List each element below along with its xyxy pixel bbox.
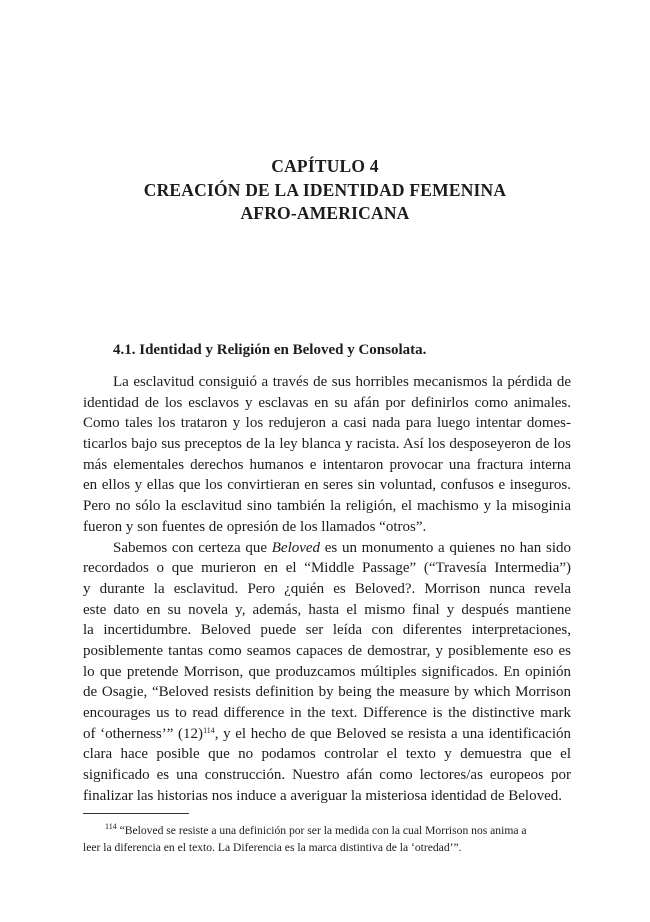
text-line: Pero no sólo la esclavitud sino también la religión, el machismo y la misoginia xyxy=(83,498,571,515)
text-line: ticarlos bajo sus preceptos de la ley blanca y racista. Así los desposeyeron de los xyxy=(83,436,571,453)
footnote-number: 114 xyxy=(105,822,117,831)
text-line xyxy=(83,538,571,559)
paragraph-2 xyxy=(83,538,571,807)
text-line: La esclavitud consiguió a través de sus horribles mecanismos la pérdida de xyxy=(113,374,571,390)
footnote-reference: 114 xyxy=(203,725,215,735)
chapter-title-line-2: AFRO-AMERICANA xyxy=(240,203,410,223)
section-heading: 4.1. Identidad y Religión en Beloved y Consolata. xyxy=(113,342,427,358)
text-line: la incertidumbre. Beloved puede ser leída con diferentes interpretaciones, xyxy=(83,622,571,639)
text-line: finalizar las historias nos induce a averiguar la misteriosa identidad de Beloved. xyxy=(83,787,563,804)
text-line: significado es una construcción. Nuestro afán como lectores/as europeos por xyxy=(83,767,571,784)
text-line: clara hace posible que no podamos controlar el texto y demuestra que el xyxy=(83,746,571,763)
text-line: este dato en su novela y, además, hasta el mismo final y después mantiene xyxy=(83,601,571,618)
text-line: más elementales derechos humanos e intentaron provocar una fractura interna xyxy=(83,456,571,473)
text-fragment: Sabemos con certeza que xyxy=(113,539,272,556)
chapter-heading xyxy=(0,155,650,226)
text-fragment: es un monumento a quienes no han sido xyxy=(320,539,571,556)
text-line: lo que pretende Morrison, que produzcamos múltiples significados. En opinión xyxy=(83,663,571,680)
footnote-line xyxy=(83,822,571,839)
footnote-line: leer la diferencia en el texto. La Diferencia es la marca distintiva de la ‘otredad’”. xyxy=(83,841,462,854)
text-line: en ellos y ellas que los convirtieran en seres sin voluntad, confusos e inseguros. xyxy=(83,477,571,494)
chapter-title-line-1: CREACIÓN DE LA IDENTIDAD FEMENINA xyxy=(143,179,507,200)
text-line: identidad de los esclavos y esclavas en su afán por definirlos como animales. xyxy=(83,394,571,411)
book-title: Beloved xyxy=(271,539,321,556)
paragraph-1 xyxy=(83,372,571,538)
footnote-divider xyxy=(83,813,189,814)
text-line: posiblemente tantas como seamos capaces de demostrar, y posiblemente eso es xyxy=(83,642,571,659)
text-fragment: , y el hecho de que Beloved se resista a una identificación xyxy=(214,725,571,742)
text-line: de Osagie, “Beloved resists definition by being the measure by which Morrison xyxy=(83,684,571,701)
chapter-number: CAPÍTULO 4 xyxy=(271,156,379,176)
text-line: recordados o que murieron en el “Middle Passage” (“Travesía Intermedia”) xyxy=(83,560,571,577)
text-line: y durante la esclavitud. Pero ¿quién es Beloved?. Morrison nunca revela xyxy=(83,580,571,597)
text-line: fueron y son fuentes de opresión de los llamados “otros”. xyxy=(83,518,427,535)
text-line xyxy=(83,724,571,745)
footnote-text: “Beloved se resiste a una definición por ser la medida con la cual Morrison nos anima a xyxy=(116,824,527,837)
body-text xyxy=(83,372,571,806)
text-line: encourages us to read difference in the text. Difference is the distinctive mark xyxy=(83,705,571,721)
footnote xyxy=(83,822,571,856)
text-fragment: of ‘otherness’” (12) xyxy=(83,725,204,742)
text-line: Como tales los trataron y los redujeron a casi nada para luego intentar domes- xyxy=(83,415,571,432)
